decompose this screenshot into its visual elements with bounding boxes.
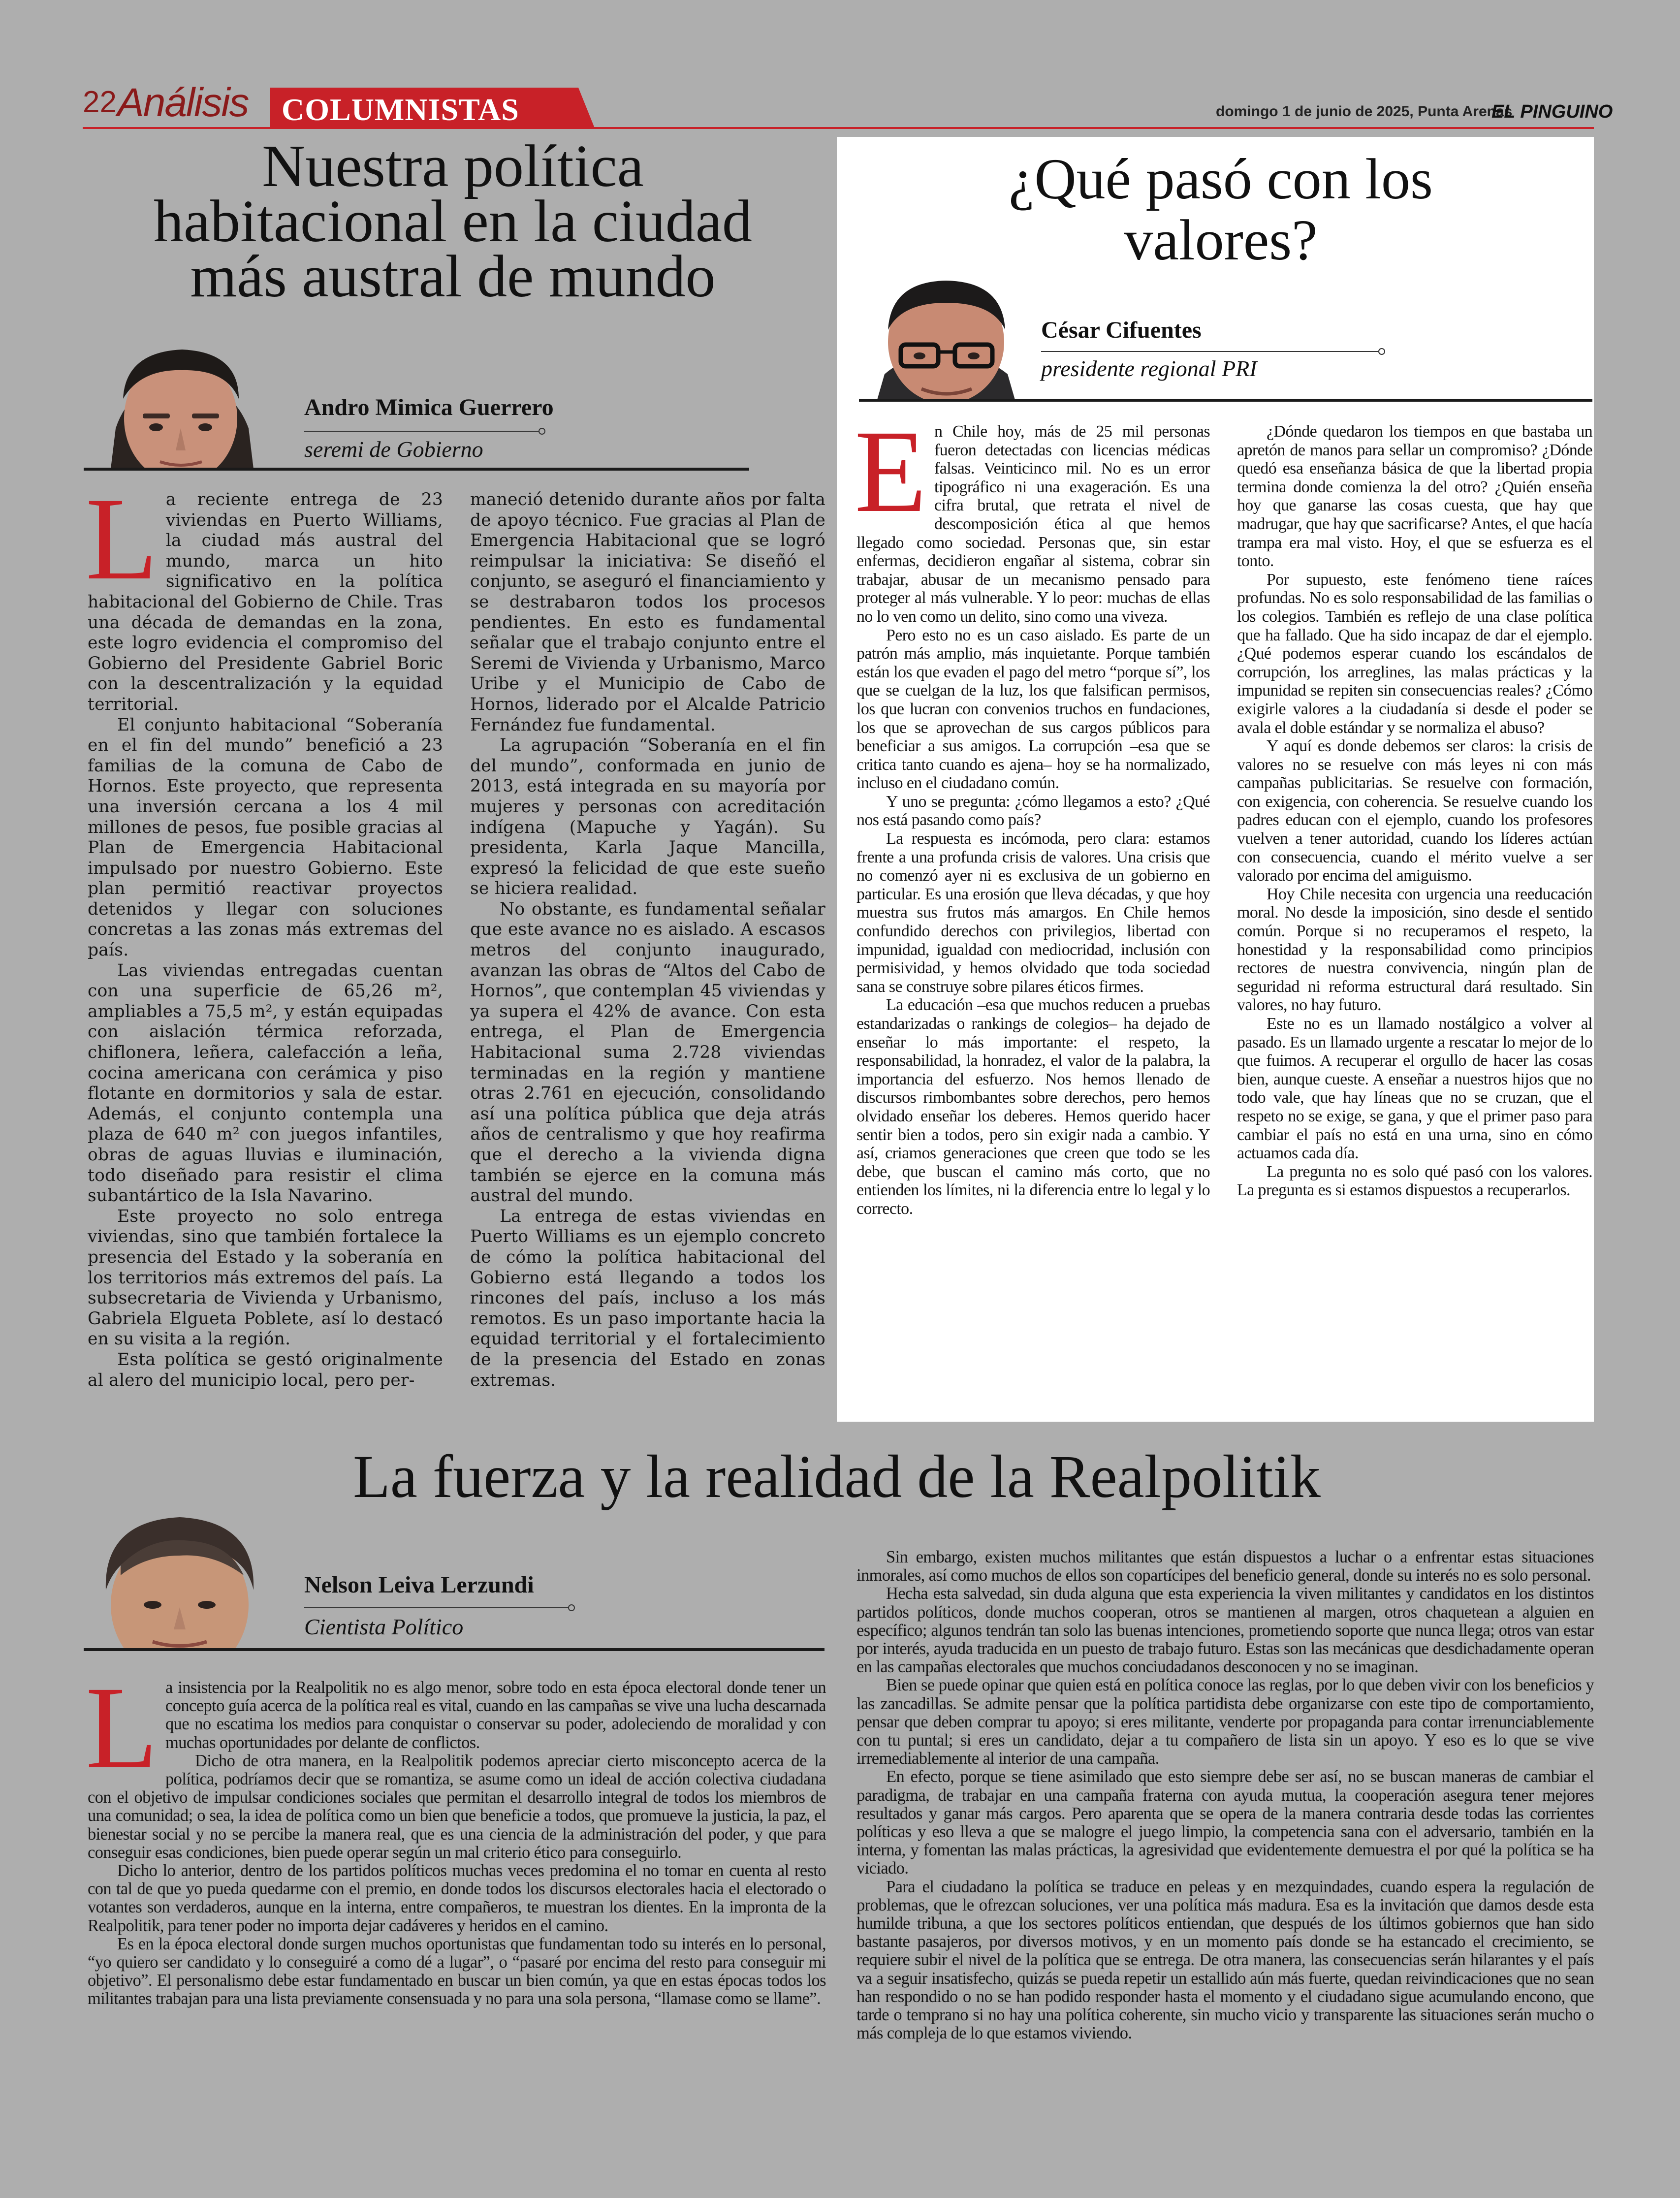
byline-rule-dot bbox=[568, 1604, 575, 1611]
article3-author: Nelson Leiva Lerzundi bbox=[304, 1572, 534, 1598]
headline-line: más austral de mundo bbox=[190, 243, 716, 310]
byline-bottom-rule bbox=[859, 399, 1592, 402]
byline-rule bbox=[304, 431, 540, 432]
paragraph: El conjunto habitacional “Soberanía en el fin del mundo” benefició a 23 familias de la comuna de Cabo de Hornos. Este proyecto, que representa una inversión cercana a los 4 mil millones de pesos, fue posible gracias al Plan de Emergencia Habitacional impulsado por nuestro Gobierno. Este plan permitió reactivar proyectos detenidos y llegar con soluciones concretas a las zonas más extremas del país. bbox=[88, 715, 443, 960]
section-label: COLUMNISTAS bbox=[282, 92, 519, 127]
paragraph: No obstante, es fundamental señalar que este avance no es aislado. A escasos metros del conjunto inaugurado, avanzan las obras de “Altos del Cabo de Hornos”, que contemplan 45 viviendas y ya supera el 42% de avance. Con esta entrega, el Plan de Emergencia Habitacional suma 2.728 viviendas terminadas en la región y mantiene otras 2.761 en ejecución, consolidando así una política pública que deja atrás años de centralismo y que hoy reafirma que el derecho a la vivienda digna también se ejerce en la comuna más austral del mundo. bbox=[470, 899, 825, 1206]
paragraph: La respuesta es incómoda, pero clara: estamos frente a una profunda crisis de valores. Una crisis que no comenzó ayer ni es exclusiva de un gobierno en particular. Es una erosión que lleva décadas, y que hoy muestra sus frutos más amargos. En Chile hemos confundido derechos con privilegios, libertad con impunidad, igualdad con mediocridad, inclusión con permisividad, y hemos olvidado que toda sociedad sana se construye sobre pilares éticos firmes. bbox=[856, 829, 1210, 996]
article3-role: Cientista Político bbox=[304, 1614, 464, 1639]
article1-headline bbox=[84, 133, 822, 310]
dropcap: E bbox=[855, 406, 927, 537]
paragraph: Este proyecto no solo entrega viviendas, sino que también fortalece la presencia del Estado y la soberanía en los territorios más extremos del país. La subsecretaria de Vivienda y Urbanismo, Gabriela Elgueta Poblete, así lo destacó en su visita a la región. bbox=[88, 1206, 443, 1349]
dropcap: L bbox=[86, 1662, 158, 1793]
paragraph: Hoy Chile necesita con urgencia una reeducación moral. No desde la imposición, sino desde el sentido común. Porque si no recuperamos el respeto, la honestidad y la responsabilidad como principios rectores de nuestra convivencia, ningún plan de seguridad ni reforma estructural dará resultado. Sin valores, no hay futuro. bbox=[1237, 885, 1592, 1015]
article3-column-2 bbox=[856, 1548, 1594, 2042]
headline-line: valores? bbox=[1124, 208, 1318, 272]
article2-column-2 bbox=[1237, 422, 1592, 1200]
paragraph: Esta política se gestó originalmente al alero del municipio local, pero per- bbox=[88, 1349, 443, 1390]
paragraph: Para el ciudadano la política se traduce en peleas y en mezquindades, cuando espera la regulación de problemas, que le ofrezcan soluciones, ver una política más madura. Esa es la invitación que damos desde esta humilde tribuna, a que los sectores políticos entiendan, que después de los últimos gobiernos que han sido bastante pasajeros, por diversos motivos, y en un momento país donde se ha estancado el crecimiento, se requiere subir el nivel de la política que se entrega. De otra manera, las consecuencias serán hilarantes y el país va a seguir insatisfecho, quizás se pueda repetir un estallido aún más fuerte, quedan reivindicaciones que no sean han respondido o no se han podido responder hasta el momento y el ciudadano sigue acumulando encono, que tarde o temprano si no hay una política coherente, sin mucho vicio y transparente las situaciones serán mucho o más compleja de lo que estamos viviendo. bbox=[856, 1877, 1594, 2043]
paragraph: La pregunta no es solo qué pasó con los valores. La pregunta es si estamos dispuestos a recuperarlos. bbox=[1237, 1162, 1592, 1200]
author-photo bbox=[867, 276, 1025, 400]
paragraph: Dicho lo anterior, dentro de los partidos políticos muchas veces predomina el no tomar en cuenta al resto con tal de que yo pueda quedarme con el premio, en donde todos los discursos electorales hacia el electorado o votantes son verdaderos, aunque en la interna, entre compañeros, te muestran los dientes. En la impronta de la Realpolitik, para tener poder no importa dejar cadáveres y heridos en el camino. bbox=[88, 1861, 826, 1935]
paragraph: La agrupación “Soberanía en el fin del mundo”, conformada en junio de 2013, está integrada en su mayoría por mujeres y personas con acreditación indígena (Mapuche y Yagán). Su presidenta, Karla Jaque Mancilla, expresó la felicidad de que este sueño se hiciera realidad. bbox=[470, 735, 825, 899]
paragraph: a insistencia por la Realpolitik no es algo menor, sobre todo en esta época electoral donde tener un concepto guía acerca de la política real es vital, cuando en las campañas se vive una lucha descarnada que no escatima los medios para conquistar o conservar su poder, adoleciendo de moralidad y con muchas oportunidades por delante de conflictos. bbox=[165, 1678, 826, 1752]
paragraph: La educación –esa que muchos reducen a pruebas estandarizadas o rankings de colegios– ha dejado de enseñar lo más importante: el respeto, la responsabilidad, la honradez, el valor de la palabra, la importancia del esfuerzo. Nos hemos llenado de discursos rimbombantes sobre derechos, pero hemos olvidado enseñar los deberes. Hemos querido hacer sentir bien a todos, pero sin exigir nada a cambio. Y así, criamos generaciones que creen que todo se les debe, que buscan el camino más corto, que no entienden los límites, ni la diferencia entre lo legal y lo correcto. bbox=[856, 996, 1210, 1218]
article3-column-1 bbox=[86, 1662, 826, 2008]
paragraph: La entrega de estas viviendas en Puerto Williams es un ejemplo concreto de cómo la política habitacional del Gobierno está llegando a todos los rincones del país, incluso a los más remotos. Es un paso importante hacia la equidad territorial y el fortalecimiento de la presencia del Estado en zonas extremas. bbox=[470, 1206, 825, 1390]
paragraph: a reciente entrega de 23 viviendas en Puerto Williams, la ciudad más austral del mundo, marca un hito significativo en la política habitacional del Gobierno de Chile. Tras una década de demandas en la zona, este logro evidencia el compromiso del Gobierno del Presidente Gabriel Boric con la descentralización y la equidad territorial. bbox=[88, 490, 443, 714]
article2-role: presidente regional PRI bbox=[1041, 356, 1257, 381]
header-rule bbox=[83, 127, 1594, 129]
byline-rule-dot bbox=[539, 428, 545, 435]
article1-column-2 bbox=[470, 490, 825, 1391]
headline-line: ¿Qué pasó con los bbox=[1009, 147, 1433, 211]
paragraph: Dicho de otra manera, en la Realpolitik podemos apreciar cierto misconcepto acerca de la política, podríamos decir que se romantiza, se asume como un ideal de acción colectiva ciudadana con el objetivo de impulsar condiciones sociales que permitan el desarrollo integral de todos los miembros de una comunidad; o sea, la idea de política como un bien que beneficie a todos, que promueve la justicia, la paz, el bienestar social y no se percibe la manera real, que es una ciencia de la administración del poder, y que para conseguir esas condiciones, bien puede operar según un mal criterio ético para conseguirlo. bbox=[88, 1751, 826, 1862]
paragraph: Pero esto no es un caso aislado. Es parte de un patrón más amplio, más inquietante. Porque también están los que evaden el pago del metro “porque sí”, los que se cuelgan de la luz, los que falsifican permisos, los que lucran con convenios truchos en fundaciones, los que se aprovechan de sus cargos públicos para beneficiar a sus amigos. La corrupción –esa que se critica tanto cuando es ajena– hoy se ha normalizado, incluso en el ciudadano común. bbox=[856, 626, 1210, 793]
section-label-italic: Análisis bbox=[117, 80, 249, 125]
paragraph: Por supuesto, este fenómeno tiene raíces profundas. No es solo responsabilidad de las familias o los colegios. También es reflejo de una clase política que ha fallado. Que ha sido incapaz de dar el ejemplo. ¿Qué podemos esperar cuando los escándalos de corrupción, los arreglines, las malas prácticas y la impunidad se repiten sin consecuencias reales? ¿Cómo exigirle valores a la ciudadanía si desde el poder se avala el doble estándar y se normaliza el abuso? bbox=[1237, 570, 1592, 737]
paragraph: Sin embargo, existen muchos militantes que están dispuestos a luchar o a enfrentar estas situaciones inmorales, así como muchos de ellos son copartícipes del beneficio general, donde su interés no es solo personal. bbox=[856, 1548, 1594, 1585]
byline-rule bbox=[1041, 351, 1381, 352]
article2-author: César Cifuentes bbox=[1041, 317, 1202, 343]
paragraph: maneció detenido durante años por falta de apoyo técnico. Fue gracias al Plan de Emergencia Habitacional que se logró reimpulsar la iniciativa: Se diseñó el conjunto, se aseguró el financiamiento y se destrabaron todos los procesos pendientes. En esto es fundamental señalar que el trabajo conjunto entre el Seremi de Vivienda y Urbanismo, Marco Uribe y el Municipio de Cabo de Hornos, liderado por el Alcalde Patricio Fernández fue fundamental. bbox=[470, 490, 825, 735]
paragraph: Hecha esta salvedad, sin duda alguna que esta experiencia la viven militantes y candidatos en los distintos partidos políticos, donde muchos cooperan, otros se mantienen al margen, otros chaquetean a alguien en específico; algunos tendrán tan solo las buenas intenciones, prometiendo soporte que nunca llega; otros van estar por interés, ayuda traducida en un puesto de trabajo futuro. Estas son las mecánicas que desdichadamente operan en las campañas electorales que muchos conciudadanos desconocen y no se imaginan. bbox=[856, 1584, 1594, 1677]
article2-column-1 bbox=[855, 406, 1210, 1218]
author-photo bbox=[96, 340, 266, 469]
article1-column-1 bbox=[86, 473, 443, 1391]
dateline: domingo 1 de junio de 2025, Punta Arenas bbox=[1216, 103, 1513, 120]
article1-author: Andro Mimica Guerrero bbox=[304, 394, 554, 420]
newspaper-logo: EL PINGUINO bbox=[1491, 101, 1613, 122]
page-number: 22 bbox=[83, 85, 117, 119]
dropcap: L bbox=[86, 473, 158, 604]
byline-rule bbox=[304, 1607, 570, 1608]
paragraph: En efecto, porque se tiene asimilado que esto siempre debe ser así, no se buscan maneras de cambiar el paradigma, de trabajar en una campaña fraterna con ayuda mutua, la cooperación asegura tener mejores resultados y ganar más cargos. Pero aparenta que se opera de la manera contraria desde todas las corrientes políticas y eso lleva a que se malogre el juego limpio, la competencia sana con el adversario, también en la interna, y fomentan las malas prácticas, la agresividad que evidentemente demuestra el por qué la política se ha viciado. bbox=[856, 1767, 1594, 1878]
author-photo bbox=[91, 1506, 268, 1650]
paragraph: Es en la época electoral donde surgen muchos oportunistas que fundamentan todo su interés en lo personal, “yo quiero ser candidato y lo conseguiré a como dé a lugar”, o “pasaré por encima del resto para conseguir mi objetivo”. El personalismo debe estar fundamentado en buscar un bien común, ya que en estas épocas todos los militantes trabajan para una lista previamente consensuada y no para una sola persona, “llamase como se llame”. bbox=[88, 1934, 826, 2008]
paragraph: Bien se puede opinar que quien está en política conoce las reglas, por lo que deben vivir con los beneficios y las zancadillas. Se admite pensar que la política partidista debe organizarse con este tipo de comportamiento, pensar que deben comprar tu apoyo; si eres militante, venderte por propaganda para contar irrenunciablemente con tu puntal; si eres un candidato, dejar a tu compañero de lista sin un apoyo. Y eso es lo que se vive irremediablemente al interior de una campaña. bbox=[856, 1676, 1594, 1768]
byline-bottom-rule bbox=[84, 1648, 824, 1651]
paragraph: ¿Dónde quedaron los tiempos en que bastaba un apretón de manos para sellar un compromiso? ¿Dónde quedó esa enseñanza básica de que la libertad propia termina donde comienza la del otro? ¿Quién enseña hoy que ganarse las cosas cuesta, que hay que madrugar, que hay que sacrificarse? Antes, el que hacía trampa era mal visto. Hoy, el que se esfuerza es el tonto. bbox=[1237, 422, 1592, 571]
article1-role: seremi de Gobierno bbox=[304, 437, 483, 462]
byline-rule-dot bbox=[1378, 348, 1385, 355]
paragraph: Las viviendas entregadas cuentan con una superficie de 65,26 m², ampliables a 75,5 m², y están equipadas con aislación térmica reforzada, chiflonera, leñera, calefacción a leña, cocina americana con cerámica y piso flotante en dormitorios y sala de estar. Además, el conjunto contempla una plaza de 640 m² con juegos infantiles, obras de aguas lluvias e iluminación, todo diseñado para resistir el clima subantártico de la Isla Navarino. bbox=[88, 960, 443, 1206]
paragraph: Y uno se pregunta: ¿cómo llegamos a esto? ¿Qué nos está pasando como país? bbox=[856, 792, 1210, 829]
article2-headline bbox=[866, 149, 1575, 271]
byline-bottom-rule bbox=[84, 468, 749, 471]
headline-line: Nuestra política bbox=[262, 133, 644, 199]
paragraph: Este no es un llamado nostálgico a volver al pasado. Es un llamado urgente a rescatar lo mejor de lo que fuimos. A recuperar el orgullo de hacer las cosas bien, aunque cueste. A enseñar a nuestros hijos que no todo vale, que hay líneas que no se cruzan, que el respeto no se exige, se gana, y que el primer paso para cambiar el país no está en una urna, sino en cómo actuamos cada día. bbox=[1237, 1015, 1592, 1163]
article3-headline: La fuerza y la realidad de la Realpolitik bbox=[353, 1443, 1321, 1510]
paragraph: Y aquí es donde debemos ser claros: la crisis de valores no se resuelve con más leyes ni con más campañas publicitarias. Se resuelve con formación, con exigencia, con coherencia. Se resuelve cuando los padres educan con el ejemplo, cuando los profesores vuelven a tener autoridad, cuando los líderes actúan con consecuencia, cuando el mérito vuelve a ser valorado por encima del amiguismo. bbox=[1237, 737, 1592, 885]
paragraph: n Chile hoy, más de 25 mil personas fueron detectadas con licencias médicas falsas. Veinticinco mil. No es un error tipográfico ni una exageración. Es una cifra brutal, que retrata el nivel de descomposición ética al que hemos llegado como sociedad. Personas que, sin estar enfermas, decidieron engañar al sistema, cobrar sin trabajar, abusar de un mecanismo pensado para proteger al más vulnerable. Y lo peor: muchas de ellas no lo ven como un delito, sino como una viveza. bbox=[856, 422, 1210, 626]
headline-line: habitacional en la ciudad bbox=[153, 188, 753, 255]
